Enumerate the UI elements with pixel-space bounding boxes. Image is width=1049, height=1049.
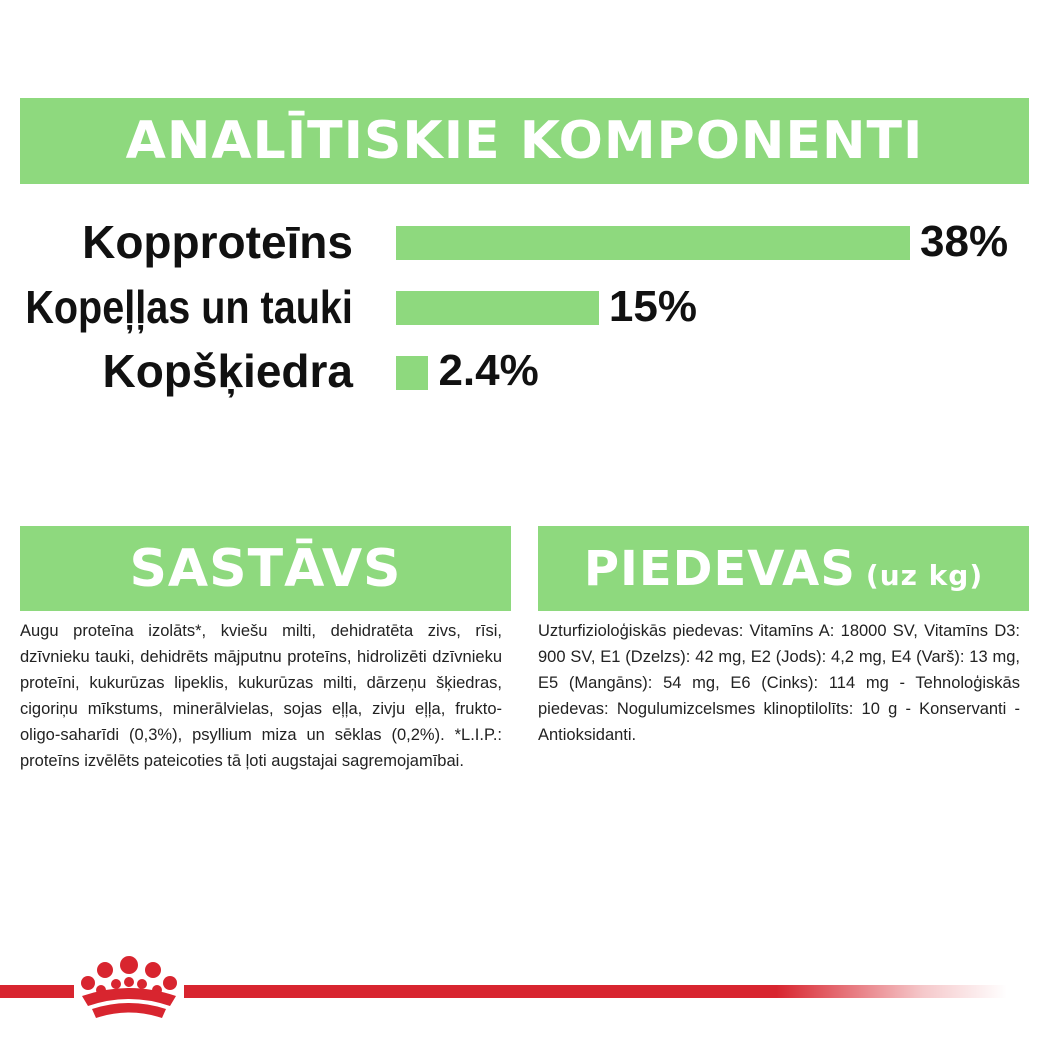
value-fibre: 2.4% [438, 346, 539, 395]
composition-title: SASTĀVS [129, 538, 402, 599]
bar-fat [396, 291, 599, 325]
additives-title-unit: (uz kg) [865, 559, 984, 592]
additives-title: PIEDEVAS [583, 540, 856, 597]
analysis-title: ANALĪTISKIE KOMPONENTI [125, 111, 924, 171]
row-label-fibre: Kopšķiedra [102, 345, 353, 397]
row-label-fat: Kopeļļas un tauki [25, 281, 353, 333]
additives-banner [538, 526, 1029, 611]
additives-text: Uzturfizioloģiskās piedevas: Vitamīns A: 18000 SV, Vitamīns D3: 900 SV, E1 (Dzelzs): 42 mg, E2 (Jods): 4,2 mg, E4 (Varš): 13 mg, E5 (Mangāns): 54 mg, E6 (Cinks): 114 mg - Tehnoloģiskās piedevas: Nogulumizcelsmes klinoptilolīts: 10 g - Konservanti - Antioksidanti. [538, 622, 1020, 744]
crown-logo-icon [74, 956, 184, 1026]
row-label-protein: Kopproteīns [82, 216, 353, 268]
bar-protein [396, 226, 910, 260]
value-protein: 38% [920, 217, 1009, 266]
analysis-banner [20, 98, 1029, 184]
composition-text: Augu proteīna izolāts*, kviešu milti, dehidratēta zivs, rīsi, dzīvnieku tauki, dehidrēts mājputnu proteīns, hidrolizēti dzīvnieku proteīni, kukurūzas lipeklis, kukurūzas milti, dārzeņu šķiedras, cigoriņu mīkstums, minerālvielas, sojas eļļa, zivju eļļa, frukto-oligo-saharīdi (0,3%), psyllium miza un sēklas (0,2%). *L.I.P.: proteīns izvēlēts pateicoties tā ļoti augstajai sagremojamībai. [20, 622, 502, 770]
value-fat: 15% [608, 282, 697, 331]
composition-banner [20, 526, 511, 611]
bar-fibre [396, 356, 428, 390]
